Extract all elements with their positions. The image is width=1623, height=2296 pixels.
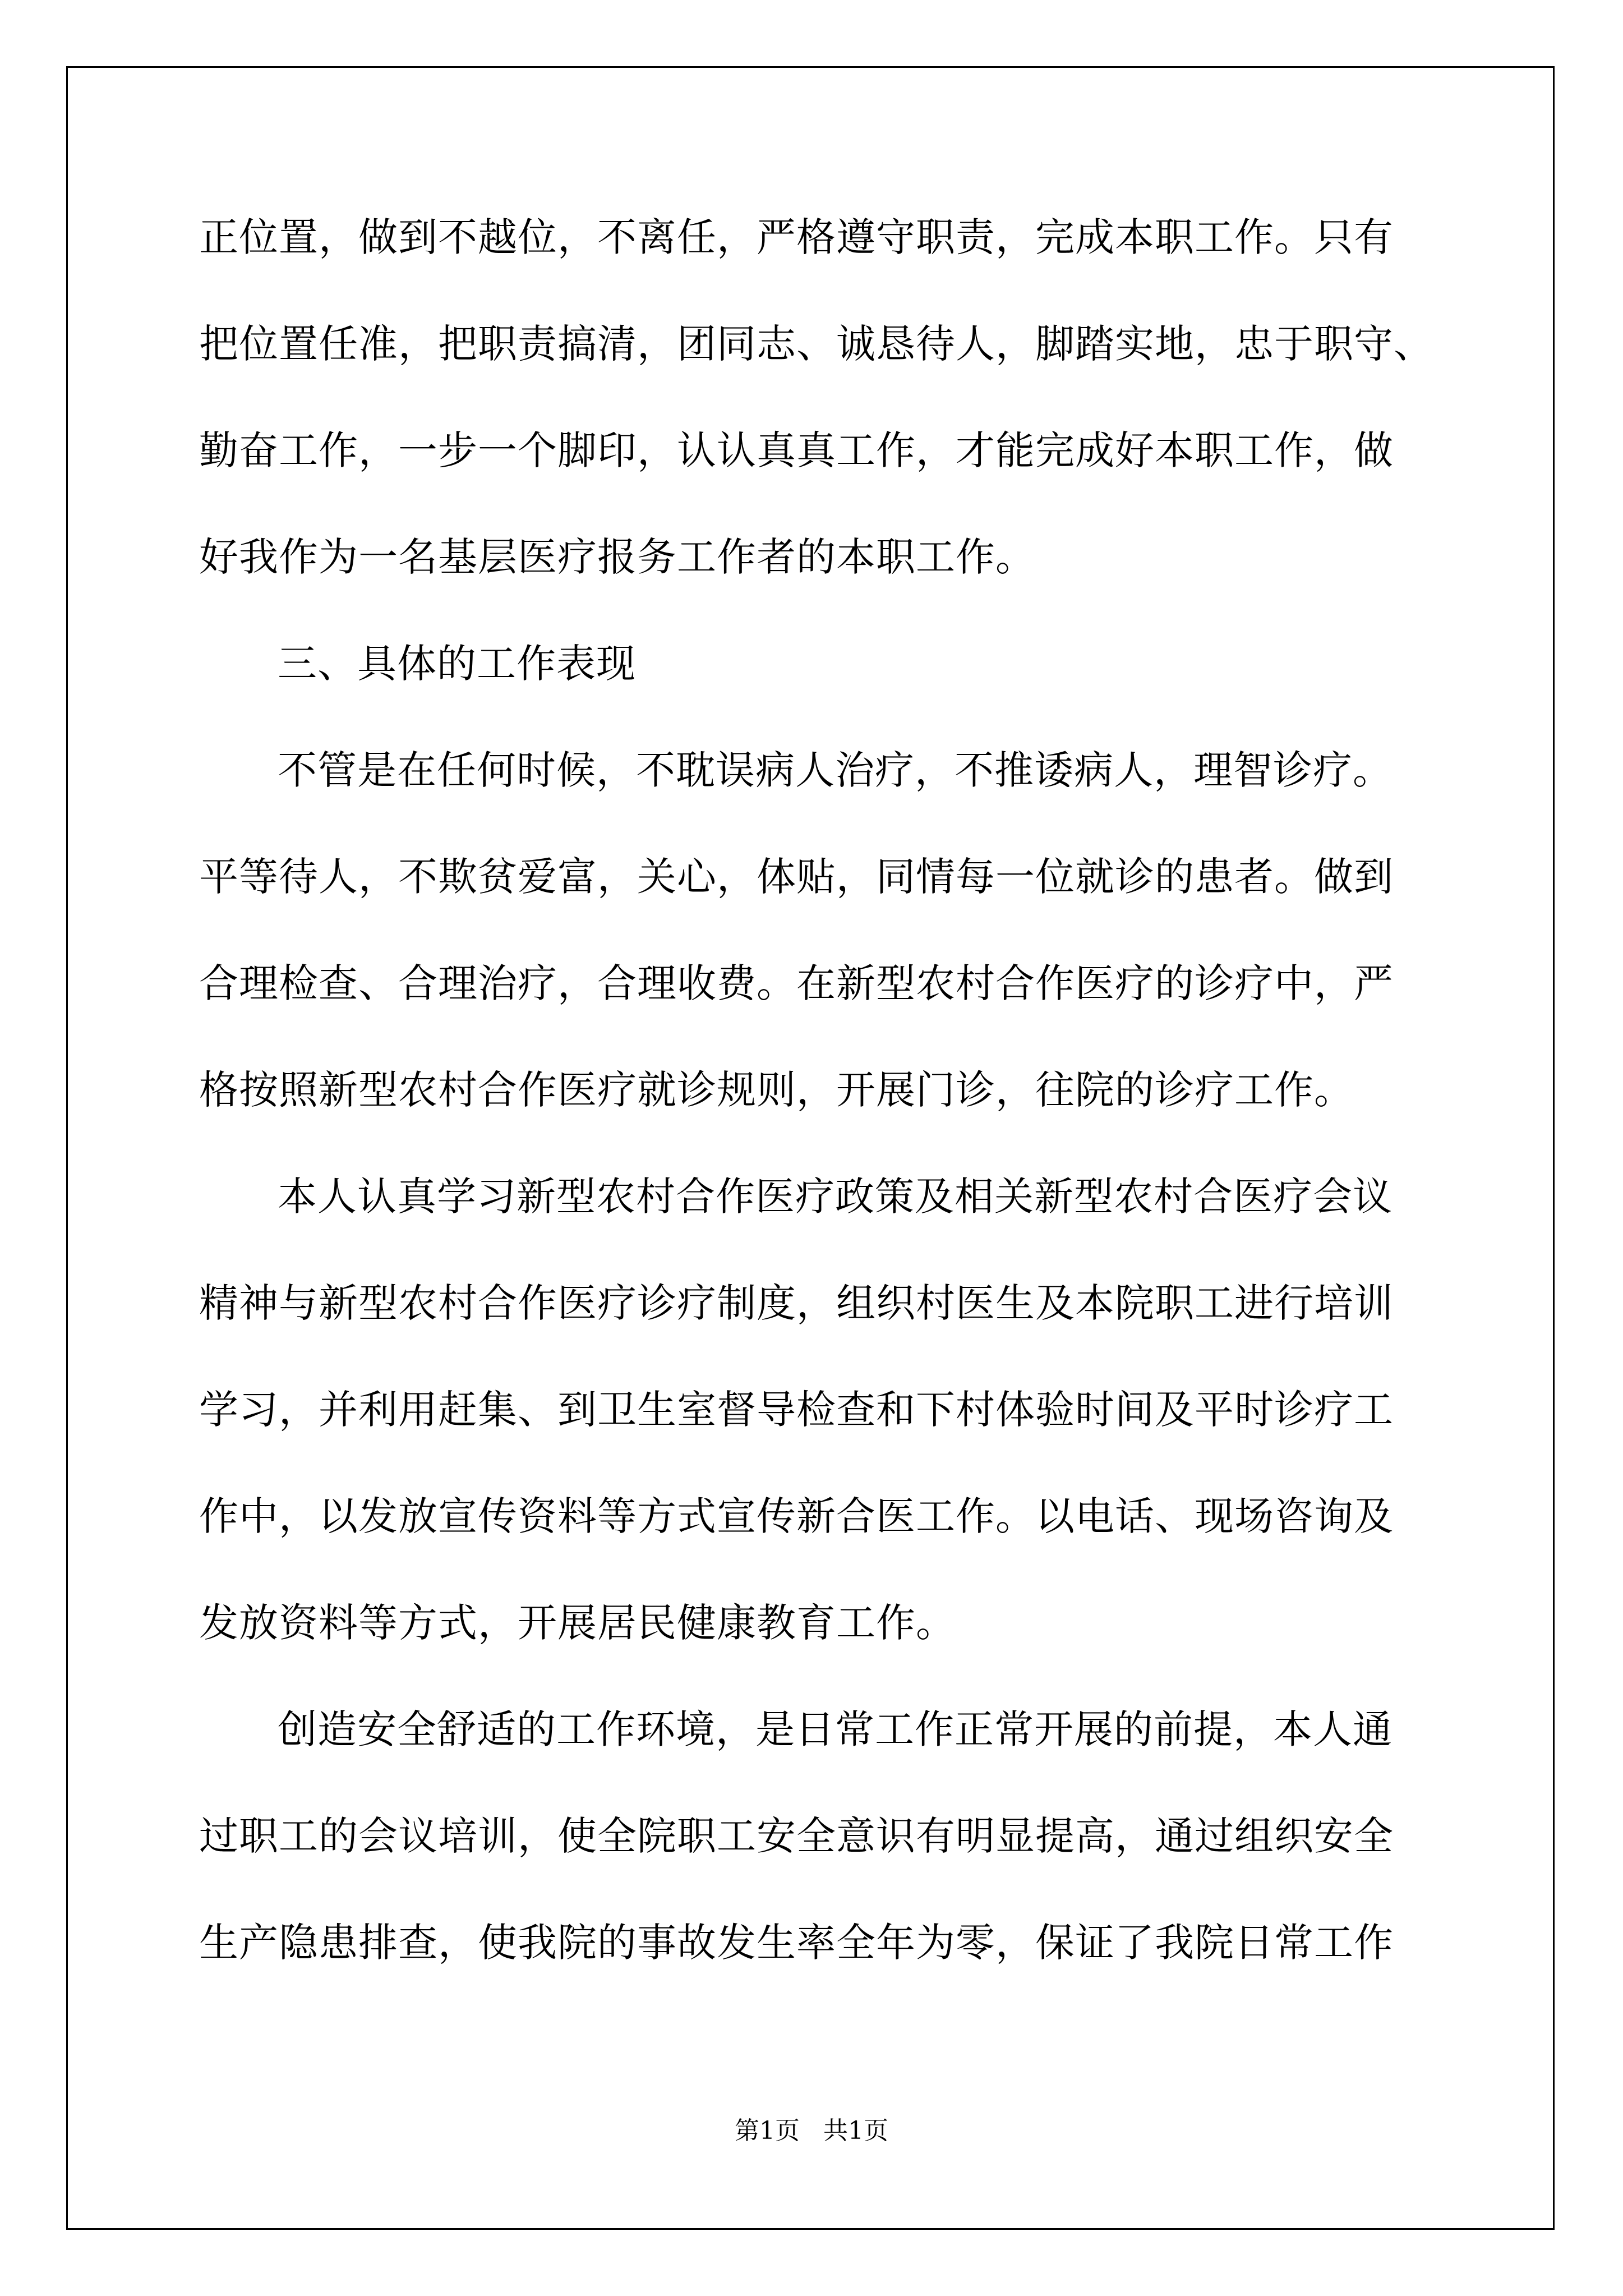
text-line-15: 创造安全舒适的工作环境，是日常工作正常开展的前提，本人通 (278, 1706, 1393, 1752)
text-line-12: 学习，并利用赶集、到卫生室督导检查和下村体验时间及平时诊疗工 (199, 1387, 1394, 1433)
text-line-14: 发放资料等方式，开展居民健康教育工作。 (199, 1600, 956, 1646)
text-line-9: 格按照新型农村合作医疗就诊规则，开展门诊，往院的诊疗工作。 (199, 1067, 1354, 1113)
text-line-4: 好我作为一名基层医疗报务工作者的本职工作。 (199, 534, 1035, 580)
text-line-8: 合理检查、合理治疗，合理收费。在新型农村合作医疗的诊疗中，严 (199, 960, 1394, 1006)
page-footer: 第1页 共1页 (735, 2116, 888, 2145)
document-body (199, 212, 1461, 2024)
text-line-7: 平等待人，不欺贫爱富，关心，体贴，同情每一位就诊的患者。做到 (199, 854, 1394, 900)
text-line-3: 勤奋工作，一步一个脚印，认认真真工作，才能完成好本职工作，做 (199, 427, 1394, 473)
text-line-10: 本人认真学习新型农村合作医疗政策及相关新型农村合医疗会议 (278, 1174, 1393, 1220)
text-line-11: 精神与新型农村合作医疗诊疗制度，组织村医生及本院职工进行培训 (199, 1280, 1394, 1326)
text-line-17: 生产隐患排查，使我院的事故发生率全年为零，保证了我院日常工作 (199, 1920, 1394, 1966)
text-line-13: 作中，以发放宣传资料等方式宣传新合医工作。以电话、现场咨询及 (199, 1493, 1394, 1539)
section-heading: 三、具体的工作表现 (278, 641, 636, 687)
text-line-16: 过职工的会议培训，使全院职工安全意识有明显提高，通过组织安全 (199, 1813, 1394, 1859)
text-line-6: 不管是在任何时候，不耽误病人治疗，不推诿病人，理智诊疗。 (278, 747, 1393, 793)
text-line-1: 正位置，做到不越位，不离任，严格遵守职责，完成本职工作。只有 (199, 214, 1394, 260)
text-line-2: 把位置任准，把职责搞清，团同志、诚恳待人，脚踏实地，忠于职守、 (199, 321, 1433, 367)
